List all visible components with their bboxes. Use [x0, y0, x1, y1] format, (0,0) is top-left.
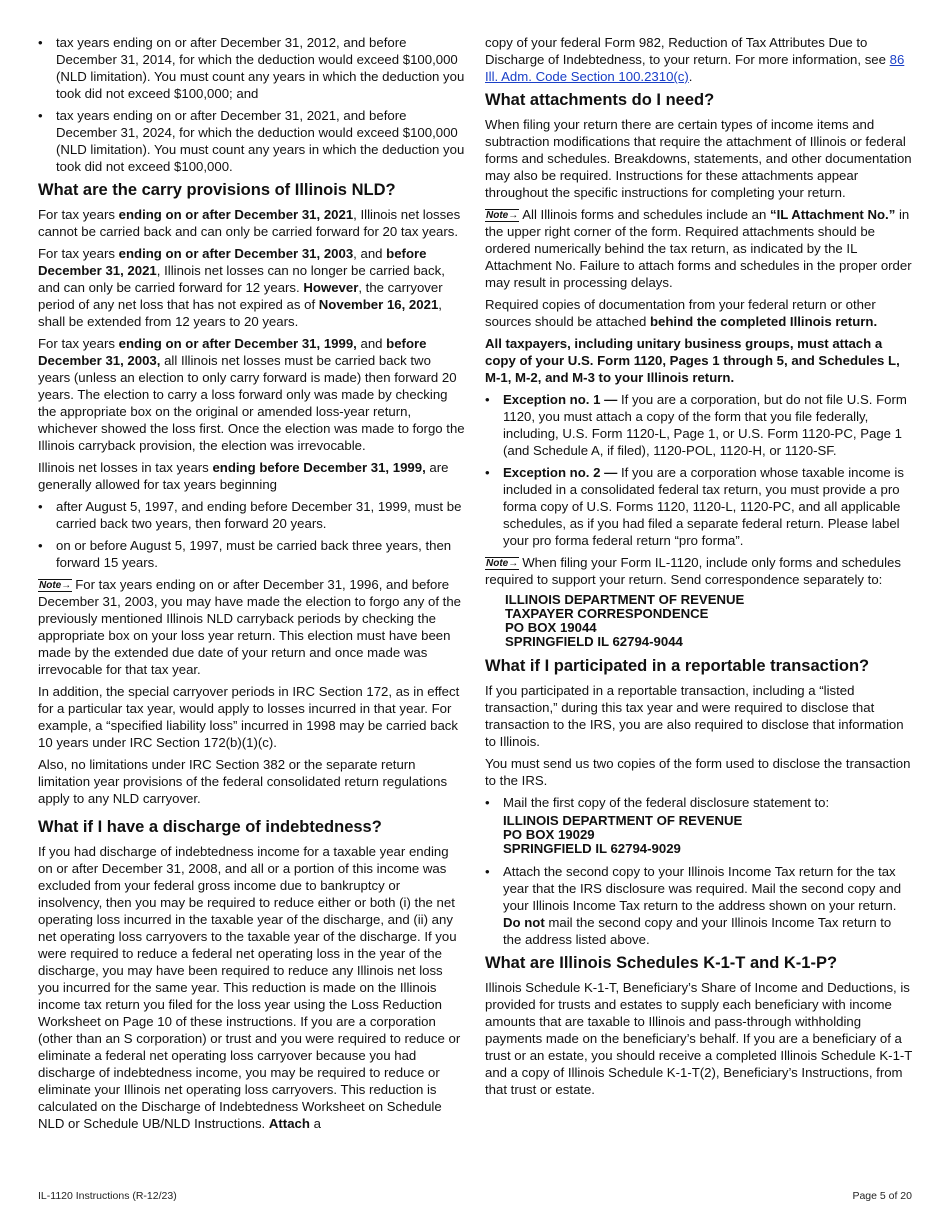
footer-page-number: Page 5 of 20	[852, 1190, 912, 1202]
note-icon: Note→	[486, 558, 519, 569]
admin-code-link[interactable]: 86 Ill. Adm. Code Section 100.2310(c)	[485, 52, 905, 84]
correspondence-address: ILLINOIS DEPARTMENT OF REVENUE TAXPAYER CORRESPONDENCE PO BOX 19044 SPRINGFIELD IL 62794-9044	[505, 592, 745, 649]
left-column	[38, 34, 466, 1137]
paragraph: You must send us two copies of the form used to disclose the transaction to the IRS.	[485, 756, 911, 788]
list-item: • tax years ending on or after December 31, 2021, and before December 31, 2024, for which the deduction would exceed $100,000 (NLD limitation). You must count any years in which the deduction you took did not exceed $100,000.	[38, 107, 466, 175]
exceptions-list	[485, 391, 913, 549]
attachments-heading: What attachments do I need?	[485, 91, 715, 109]
discharge-heading: What if I have a discharge of indebtedness?	[38, 818, 382, 836]
right-column	[485, 34, 913, 1103]
carry-provisions-heading: What are the carry provisions of Illinois NLD?	[38, 181, 396, 199]
note-paragraph: Note→ When filing your Form IL-1120, include only forms and schedules required to support your return. Send correspondence separately to:	[485, 555, 901, 587]
paragraph: If you had discharge of indebtedness income for a taxable year ending on or after December 31, 2008, and all or a portion of this income was excluded from your federal gross income due to bankruptcy or insolvency, then you may be required to reduce either or both (i) the net operating loss incurred in the taxable year of the discharge, and (ii) any net operating loss carryovers to the taxable year of the discharge. If you were required to reduce a federal net operating loss in the year of the discharge, you may have been required to reduce any Illinois net loss you incurred for the same year. This reduction is made on the Illinois income tax return you filed for the loss year using the Loss Reduction Worksheet on Page 10 of these instructions. If you are a corporation (other than an S corporation) or trust and you were required to reduce or eliminate a federal net operating loss carryover because you had discharge of indebtedness income, you may be required to reduce or eliminate your Illinois net operating loss carryovers. This reduction is calculated on the Discharge of Indebtedness Worksheet on Schedule NLD or Schedule UB/NLD Instructions. Attach a	[38, 844, 461, 1131]
nld-limitation-list	[38, 34, 466, 175]
note-icon: Note→	[486, 210, 519, 221]
list-item: • Exception no. 1 — If you are a corporation, but do not file U.S. Form 1120, you must attach a copy of the form that you file federally, including, U.S. Form 1120-L, Page 1, or U.S. Form 1120-PC, Page 1 (and Schedule A, if filed), 1120-POL, 1120-H, or 1120-SF.	[485, 391, 913, 459]
paragraph: Required copies of documentation from your federal return or other sources should be attached behind the completed Illinois return.	[485, 297, 878, 329]
paragraph: When filing your return there are certain types of income items and subtraction modifications that require the attachment of Illinois or federal forms and schedules. Breakdowns, statements, and other documentation may also be required. Instructions for these attachments appear throughout the specific instructions for completing your return.	[485, 117, 912, 200]
note-icon: Note→	[39, 580, 72, 591]
list-item: • Mail the first copy of the federal disclosure statement to: ILLINOIS DEPARTMENT OF REVENUE PO BOX 19029 SPRINGFIELD IL 62794-9029	[485, 794, 913, 856]
paragraph: All taxpayers, including unitary business groups, must attach a copy of your U.S. Form 1120, Pages 1 through 5, and Schedules L, M-1, M-2, and M-3 to your Illinois return.	[485, 336, 900, 385]
list-item: • on or before August 5, 1997, must be carried back three years, then forward 15 years.	[38, 537, 466, 571]
paragraph: copy of your federal Form 982, Reduction of Tax Attributes Due to Discharge of Indebtedness, to your return. For more information, see 86 Ill. Adm. Code Section 100.2310(c).	[485, 35, 905, 84]
paragraph: For tax years ending on or after December 31, 2003, and before December 31, 2021, Illinois net losses can no longer be carried back, and can only be carried forward for 12 years. However, the carryover period of any net loss that has not expired as of November 16, 2021, shall be extended from 12 years to 20 years.	[38, 246, 445, 329]
paragraph: Illinois net losses in tax years ending before December 31, 1999, are generally allowed for tax years beginning	[38, 460, 449, 492]
k1-heading: What are Illinois Schedules K-1-T and K-1-P?	[485, 954, 838, 972]
footer-form-id: IL-1120 Instructions (R-12/23)	[38, 1190, 177, 1202]
carryback-list	[38, 498, 466, 571]
paragraph: For tax years ending on or after December 31, 2021, Illinois net losses cannot be carried back and can only be carried forward for 20 tax years.	[38, 207, 461, 239]
paragraph: In addition, the special carryover periods in IRC Section 172, as in effect for a particular tax year, would apply to losses incurred in that year. For example, a “specified liability loss” incurred in 1998 may be carried back 10 years under IRC Section 172(b)(1)(c).	[38, 684, 460, 750]
paragraph: Illinois Schedule K-1-T, Beneficiary’s Share of Income and Deductions, is provided for trusts and estates to supply each beneficiary with income amounts that are taxable to Illinois and pass-through withholding payments made on the beneficiary’s behalf. If you are a beneficiary of a trust or an estate, you should receive a completed Illinois Schedule K-1-T and a copy of Illinois Schedule K-1-T(2), Beneficiary’s Instructions, from that trust or estate.	[485, 980, 913, 1097]
list-item: • tax years ending on or after December 31, 2012, and before December 31, 2014, for which the deduction would exceed $100,000 (NLD limitation). You must count any years in which the deduction you took did not exceed $100,000; and	[38, 34, 466, 102]
list-item: • after August 5, 1997, and ending before December 31, 1999, must be carried back two years, then forward 20 years.	[38, 498, 466, 532]
disclosure-list	[485, 794, 913, 948]
list-item: • Exception no. 2 — If you are a corporation whose taxable income is included in a consolidated federal tax return, you must provide a pro forma copy of U.S. Forms 1120, 1120-L, 1120-PC, and all applicable schedules, as if you had filed a separate federal return. Please label your pro forma federal return “pro forma”.	[485, 464, 913, 549]
list-item: • Attach the second copy to your Illinois Income Tax return for the tax year that the IRS disclosure was required. Mail the second copy and your Illinois Income Tax return to the address shown on your return. Do not mail the second copy and your Illinois Income Tax return to the address listed above.	[485, 863, 913, 948]
note-paragraph: Note→ For tax years ending on or after December 31, 1996, and before December 31, 2003, you may have made the election to forgo any of the previously mentioned Illinois NLD carryback periods by checking the appropriate box on your loss year return. This election must have been made by the extended due date of your return and once made was irrevocable for that tax year.	[38, 577, 461, 677]
note-paragraph: Note→ All Illinois forms and schedules include an “IL Attachment No.” in the upper right corner of the form. Required attachments should be ordered numerically behind the tax return, as indicated by the IL Attachment No. Failure to attach forms and schedules in the proper order may result in processing delays.	[485, 207, 912, 290]
reportable-transaction-heading: What if I participated in a reportable transaction?	[485, 657, 870, 675]
paragraph: Also, no limitations under IRC Section 382 or the separate return limitation year provisions of the federal consolidated return regulations apply to any NLD carryover.	[38, 757, 448, 806]
paragraph: If you participated in a reportable transaction, including a “listed transaction,” during this tax year and were required to disclose that transaction to the IRS, you are also required to disclose that information to Illinois.	[485, 683, 904, 749]
paragraph: For tax years ending on or after December 31, 1999, and before December 31, 2003, all Illinois net losses must be carried back two years (unless an election to only carry forward is made) then forward 20 years. The election to carry a loss forward only was made by checking the appropriate box on the original or amended loss-year return, whichever showed the loss first. Once the election was made to forgo the Illinois carryback provision, the election was irrevocable.	[38, 336, 465, 453]
disclosure-address: ILLINOIS DEPARTMENT OF REVENUE PO BOX 19029 SPRINGFIELD IL 62794-9029	[503, 813, 743, 856]
